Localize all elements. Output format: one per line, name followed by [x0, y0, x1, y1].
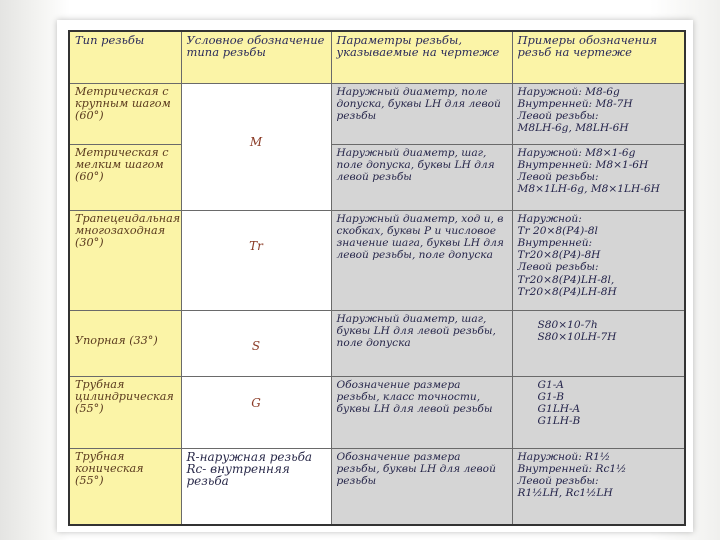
- header-params: Параметры резьбы, указываемые на чертеже: [331, 31, 512, 83]
- example-line: Внутренней:: [517, 236, 593, 249]
- example-line: Внутренней: Rc1½: [517, 462, 627, 475]
- example-line: Tr20×8(P4)-8H: [517, 249, 601, 262]
- row-params: Обозначение размера резьбы, буквы LH для левой резьбы: [331, 448, 512, 525]
- row-symbol: [181, 448, 331, 525]
- table-row: [69, 448, 685, 525]
- row-type: [69, 310, 181, 376]
- row-params: Наружный диаметр, шаг, буквы LH для левой резьбы, поле допуска: [331, 310, 512, 376]
- example-line: Tr 20×8(P4)-8l: [517, 224, 598, 237]
- row-symbol-text: Tr: [249, 238, 263, 253]
- row-symbol: [181, 376, 331, 448]
- table-row: [69, 210, 685, 310]
- row-symbol: [181, 210, 331, 310]
- table-row: [69, 144, 685, 210]
- table-row: [69, 310, 685, 376]
- example-line: Левой резьбы:: [517, 474, 599, 487]
- symbol-line: R-наружная резьба: [186, 449, 313, 464]
- row-type-text: Упорная (33°): [75, 333, 158, 347]
- table-header-row: [69, 31, 685, 83]
- header-symbol: Условное обозначение типа резьбы: [181, 31, 331, 83]
- example-line: Внутренней: M8-7H: [517, 97, 633, 110]
- row-examples: [512, 144, 685, 210]
- symbol-line: Rc- внутренняя: [186, 461, 290, 476]
- row-examples: [512, 448, 685, 525]
- example-line: G1-B: [537, 390, 565, 403]
- example-line: S80×10-7h: [537, 318, 598, 331]
- thread-designation-table: [68, 30, 686, 526]
- row-symbol-text: G: [251, 395, 261, 410]
- row-type: Трапецеидальная многозаходная (30°): [69, 210, 181, 310]
- example-line: G1LH-B: [537, 415, 581, 428]
- row-examples: [512, 210, 685, 310]
- row-params: Наружный диаметр, шаг, поле допуска, буквы LH для левой резьбы: [331, 144, 512, 210]
- row-examples: [512, 83, 685, 144]
- example-line: M8LH-6g, M8LH-6H: [517, 122, 629, 135]
- example-line: Наружной: M8×1-6g: [517, 146, 636, 159]
- example-line: R1½LH, Rc1½LH: [517, 487, 613, 500]
- example-line: Наружной:: [517, 212, 582, 225]
- row-symbol-text: M: [249, 134, 263, 149]
- row-type: Метрическая с мелким шагом (60°): [69, 144, 181, 210]
- header-examples: Примеры обозначения резьб на чертеже: [512, 31, 685, 83]
- symbol-line: резьба: [186, 473, 229, 488]
- row-symbol: [181, 83, 331, 210]
- example-line: G1LH-A: [537, 402, 581, 415]
- table-row: [69, 83, 685, 144]
- row-params: Наружный диаметр, ход и, в скобках, буквы P и числовое значение шага, буквы LH для левой резьбы, поле допуска: [331, 210, 512, 310]
- row-symbol: [181, 310, 331, 376]
- example-line: Tr20×8(P4)LH-8H: [517, 285, 617, 298]
- example-line: Tr20×8(P4)LH-8l,: [517, 273, 615, 286]
- example-line: Левой резьбы:: [517, 170, 599, 183]
- row-type: Метрическая с крупным шагом (60°): [69, 83, 181, 144]
- example-line: Наружной: M8-6g: [517, 85, 620, 98]
- example-line: S80×10LH-7H: [537, 330, 617, 343]
- row-symbol-text: S: [251, 338, 261, 353]
- row-params: Наружный диаметр, поле допуска, буквы LH для левой резьбы: [331, 83, 512, 144]
- row-examples: [512, 310, 685, 376]
- example-line: Внутренней: M8×1-6H: [517, 158, 649, 171]
- row-type: Трубная цилиндрическая (55°): [69, 376, 181, 448]
- table-row: [69, 376, 685, 448]
- row-params: Обозначение размера резьбы, класс точности, буквы LH для левой резьбы: [331, 376, 512, 448]
- example-line: Наружной: R1½: [517, 450, 611, 463]
- row-examples: [512, 376, 685, 448]
- example-line: Левой резьбы:: [517, 261, 599, 274]
- example-line: M8×1LH-6g, M8×1LH-6H: [517, 183, 660, 196]
- header-type: Тип резьбы: [69, 31, 181, 83]
- example-line: G1-A: [537, 378, 564, 391]
- row-type: Трубная коническая (55°): [69, 448, 181, 525]
- example-line: Левой резьбы:: [517, 109, 599, 122]
